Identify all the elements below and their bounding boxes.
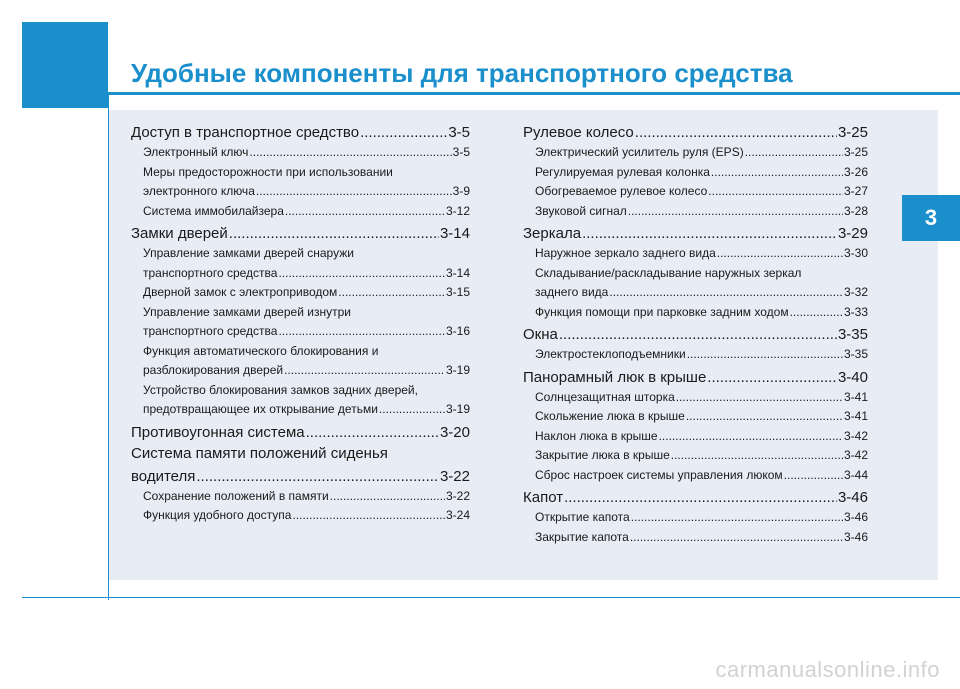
toc-entry-label: Солнцезащитная шторка xyxy=(535,389,675,404)
toc-subentry[interactable] xyxy=(523,143,868,163)
toc-subentry[interactable] xyxy=(131,264,470,284)
toc-leader-dots xyxy=(687,345,843,365)
toc-entry-label: заднего вида xyxy=(535,285,609,299)
toc-entry-label: Закрытие люка в крыше xyxy=(535,448,670,462)
toc-entry-label: транспортного средства xyxy=(143,265,278,280)
toc-leader-dots xyxy=(564,487,837,508)
toc-leader-dots xyxy=(659,427,843,447)
toc-entry-label: Электронный ключ xyxy=(143,145,249,159)
toc-page-number: 3-24 xyxy=(445,508,470,522)
toc-entry-label: Противоугонная система xyxy=(131,423,305,441)
toc-entry-label: водителя xyxy=(131,467,196,485)
toc-section-entry[interactable] xyxy=(523,122,868,143)
toc-section-entry[interactable] xyxy=(131,122,470,143)
toc-subentry[interactable] xyxy=(131,202,470,222)
title-underline xyxy=(108,92,960,95)
toc-entry-label: Функция автоматического блокирования и xyxy=(143,343,379,358)
toc-section-entry[interactable] xyxy=(131,466,470,487)
toc-entry-label: Закрытие капота xyxy=(535,529,629,544)
toc-leader-dots xyxy=(284,361,445,381)
toc-entry-label: Устройство блокирования замков задних дверей, xyxy=(143,382,418,397)
toc-leader-dots xyxy=(630,528,843,548)
toc-entry-label: Электростеклоподъемники xyxy=(535,347,686,361)
toc-page-number: 3-46 xyxy=(843,529,868,544)
toc-section-entry[interactable] xyxy=(523,324,868,345)
toc-leader-dots xyxy=(256,182,452,202)
toc-subentry[interactable] xyxy=(131,182,470,202)
toc-subentry[interactable] xyxy=(523,163,868,183)
toc-subentry[interactable] xyxy=(131,506,470,526)
toc-page-number: 3-32 xyxy=(843,285,868,299)
toc-entry-label: транспортного средства xyxy=(143,324,278,338)
toc-subentry[interactable] xyxy=(131,400,470,420)
toc-leader-dots xyxy=(784,466,843,486)
toc-entry-label: электронного ключа xyxy=(143,184,255,198)
toc-page-number: 3-33 xyxy=(843,304,868,319)
toc-page-number: 3-26 xyxy=(843,164,868,179)
toc-leader-dots xyxy=(360,122,447,143)
toc-section-entry[interactable] xyxy=(523,367,868,388)
toc-page-number: 3-14 xyxy=(439,225,470,242)
toc-leader-dots xyxy=(559,324,837,345)
toc-page-number: 3-19 xyxy=(445,363,470,377)
toc-subentry[interactable] xyxy=(131,487,470,507)
corner-color-block xyxy=(22,22,108,108)
toc-page-number: 3-35 xyxy=(843,347,868,361)
toc-subentry[interactable] xyxy=(131,283,470,303)
toc-entry-label: Наружное зеркало заднего вида xyxy=(535,246,716,260)
toc-subentry[interactable] xyxy=(523,202,868,222)
toc-subentry[interactable] xyxy=(131,143,470,163)
toc-leader-dots xyxy=(711,163,843,183)
toc-subentry[interactable] xyxy=(131,244,470,264)
toc-entry-label: Функция удобного доступа xyxy=(143,508,292,522)
toc-section-entry[interactable] xyxy=(523,487,868,508)
toc-entry-label: Замки дверей xyxy=(131,225,228,242)
toc-section-entry[interactable] xyxy=(131,223,470,244)
toc-page-number: 3-5 xyxy=(452,145,470,159)
toc-column-left xyxy=(131,122,470,526)
toc-leader-dots xyxy=(676,388,843,408)
toc-subentry[interactable] xyxy=(523,466,868,486)
toc-page-number: 3-14 xyxy=(445,265,470,280)
toc-entry-label: Доступ в транспортное средство xyxy=(131,124,360,141)
toc-entry-label: Открытие капота xyxy=(535,510,630,524)
toc-page-number: 3-5 xyxy=(448,124,470,141)
toc-subentry[interactable] xyxy=(523,528,868,548)
toc-page-number: 3-25 xyxy=(837,124,868,141)
toc-entry-label: Наклон люка в крыше xyxy=(535,428,658,443)
toc-entry-label: Сброс настроек системы управления люком xyxy=(535,467,783,482)
toc-section-entry[interactable] xyxy=(523,223,868,244)
toc-entry-label: разблокирования дверей xyxy=(143,363,284,377)
toc-page-number: 3-42 xyxy=(843,428,868,443)
toc-page-number: 3-12 xyxy=(445,203,470,218)
toc-leader-dots xyxy=(628,202,843,222)
toc-entry-label: Обогреваемое рулевое колесо xyxy=(535,184,708,198)
toc-page-number: 3-41 xyxy=(843,409,868,423)
toc-leader-dots xyxy=(292,506,445,526)
toc-entry-label: Система иммобилайзера xyxy=(143,203,284,218)
toc-page-number: 3-28 xyxy=(843,203,868,218)
toc-leader-dots xyxy=(196,466,439,487)
toc-page-number: 3-35 xyxy=(837,326,868,343)
toc-page-number: 3-22 xyxy=(445,488,470,503)
toc-page-number: 3-19 xyxy=(445,402,470,416)
toc-subentry[interactable] xyxy=(131,163,470,183)
toc-leader-dots xyxy=(278,322,445,342)
toc-subentry[interactable] xyxy=(523,345,868,365)
toc-entry-label: Управление замками дверей изнутри xyxy=(143,304,351,319)
toc-entry-label: Рулевое колесо xyxy=(523,124,634,141)
toc-entry-label: Панорамный люк в крыше xyxy=(523,368,707,386)
toc-subentry[interactable] xyxy=(523,427,868,447)
toc-entry-label: Сохранение положений в памяти xyxy=(143,488,329,503)
toc-column-right xyxy=(523,122,868,547)
toc-subentry[interactable] xyxy=(523,303,868,323)
toc-entry-label: Скольжение люка в крыше xyxy=(535,409,685,423)
toc-section-entry[interactable] xyxy=(131,443,470,464)
toc-page-number: 3-20 xyxy=(439,423,470,441)
toc-leader-dots xyxy=(249,143,451,163)
toc-section-entry[interactable] xyxy=(131,422,470,443)
toc-leader-dots xyxy=(671,446,843,466)
toc-leader-dots xyxy=(229,223,439,244)
toc-page-number: 3-46 xyxy=(837,489,868,506)
toc-entry-label: Меры предосторожности при использовании xyxy=(143,164,393,179)
toc-subentry[interactable] xyxy=(523,264,868,284)
toc-entry-label: Регулируемая рулевая колонка xyxy=(535,164,710,179)
toc-subentry[interactable] xyxy=(523,508,868,528)
toc-leader-dots xyxy=(631,508,843,528)
toc-entry-label: Капот xyxy=(523,489,564,506)
toc-leader-dots xyxy=(717,244,843,264)
bottom-divider xyxy=(22,597,960,598)
chapter-tab[interactable]: 3 xyxy=(902,195,960,241)
watermark: carmanualsonline.info xyxy=(715,657,940,682)
toc-page-number: 3-29 xyxy=(837,225,868,242)
toc-page-number: 3-30 xyxy=(843,246,868,260)
toc-leader-dots xyxy=(338,283,445,303)
toc-entry-label: Складывание/раскладывание наружных зеркал xyxy=(535,265,802,280)
toc-subentry[interactable] xyxy=(523,244,868,264)
toc-leader-dots xyxy=(278,264,445,284)
toc-leader-dots xyxy=(707,367,837,388)
toc-page-number: 3-40 xyxy=(837,368,868,386)
toc-leader-dots xyxy=(790,303,843,323)
toc-page-number: 3-46 xyxy=(843,510,868,524)
toc-entry-label: Функция помощи при парковке задним ходом xyxy=(535,304,789,319)
toc-leader-dots xyxy=(609,283,843,303)
page-title: Удобные компоненты для транспортного средства xyxy=(131,58,793,88)
toc-entry-label: Зеркала xyxy=(523,225,582,242)
toc-leader-dots xyxy=(635,122,837,143)
toc-subentry[interactable] xyxy=(131,342,470,362)
toc-leader-dots xyxy=(582,223,837,244)
toc-page-number: 3-9 xyxy=(452,184,470,198)
toc-entry-label: предотвращающее их открывание детьми xyxy=(143,402,378,416)
toc-entry-label: Звуковой сигнал xyxy=(535,203,627,218)
toc-subentry[interactable] xyxy=(523,388,868,408)
toc-leader-dots xyxy=(708,182,843,202)
toc-page-number: 3-15 xyxy=(445,285,470,299)
toc-page-number: 3-42 xyxy=(843,448,868,462)
toc-entry-label: Электрический усилитель руля (EPS) xyxy=(535,145,744,159)
toc-subentry[interactable] xyxy=(131,303,470,323)
toc-leader-dots xyxy=(285,202,445,222)
toc-leader-dots xyxy=(330,487,445,507)
toc-subentry[interactable] xyxy=(131,381,470,401)
toc-leader-dots xyxy=(379,400,445,420)
toc-entry-label: Система памяти положений сиденья xyxy=(131,444,388,462)
toc-page-number: 3-16 xyxy=(445,324,470,338)
toc-page-number: 3-27 xyxy=(843,184,868,198)
toc-subentry[interactable] xyxy=(131,361,470,381)
toc-page-number: 3-44 xyxy=(843,467,868,482)
toc-page-number: 3-22 xyxy=(439,467,470,485)
toc-page-number: 3-25 xyxy=(843,145,868,159)
toc-subentry[interactable] xyxy=(523,407,868,427)
toc-subentry[interactable] xyxy=(131,322,470,342)
toc-subentry[interactable] xyxy=(523,182,868,202)
toc-leader-dots xyxy=(745,143,843,163)
toc-subentry[interactable] xyxy=(523,283,868,303)
toc-page-number: 3-41 xyxy=(843,389,868,404)
toc-entry-label: Дверной замок с электроприводом xyxy=(143,285,338,299)
toc-entry-label: Управление замками дверей снаружи xyxy=(143,246,354,260)
toc-entry-label: Окна xyxy=(523,326,558,343)
toc-leader-dots xyxy=(686,407,843,427)
toc-subentry[interactable] xyxy=(523,446,868,466)
toc-leader-dots xyxy=(306,422,439,443)
